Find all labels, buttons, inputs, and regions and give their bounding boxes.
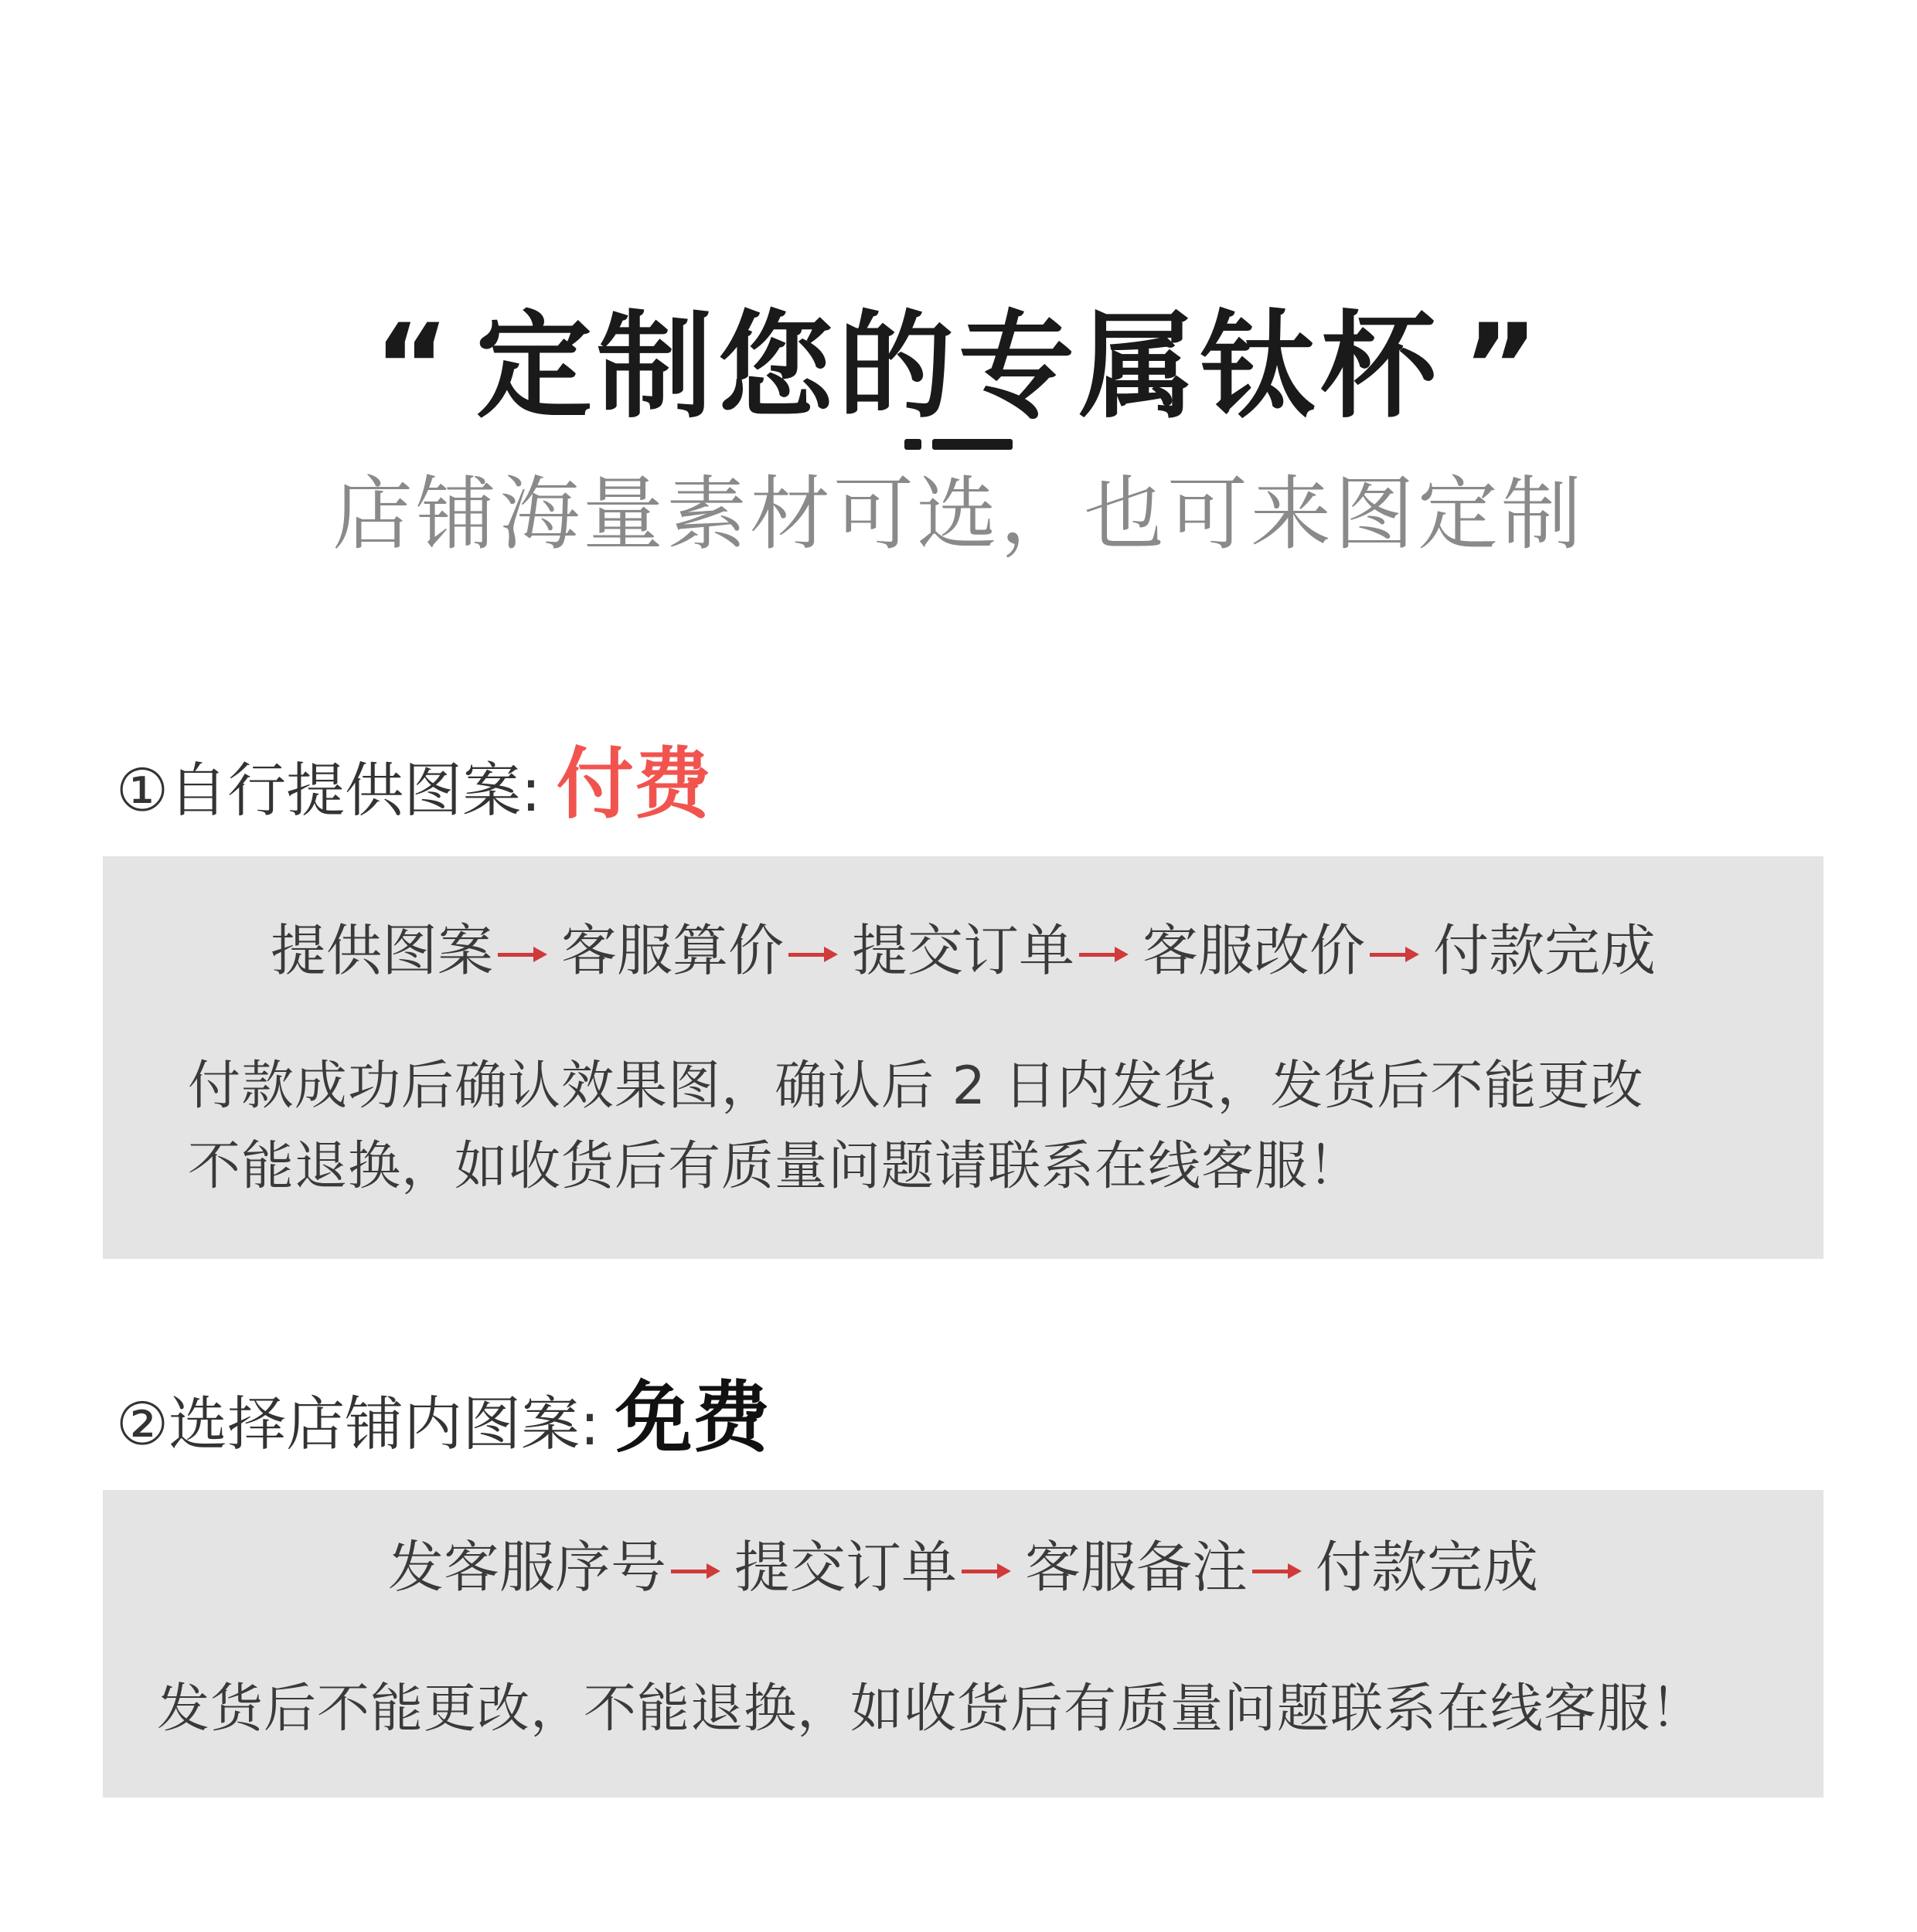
arrow-right-icon bbox=[962, 1563, 1011, 1579]
arrow-right-icon bbox=[1079, 947, 1129, 962]
flow-step: 发客服序号 bbox=[387, 1535, 666, 1600]
section-label: ②选择店铺内图案: bbox=[116, 1389, 600, 1458]
flow-step: 提供图案 bbox=[270, 918, 493, 983]
flow-step: 付款完成 bbox=[1316, 1535, 1539, 1600]
flow-step: 提交订单 bbox=[851, 918, 1074, 983]
page-title-text: 定制您的专属钛杯 bbox=[475, 300, 1441, 434]
arrow-right-icon bbox=[1252, 1563, 1302, 1579]
flow-step: 付款完成 bbox=[1433, 918, 1657, 983]
page-title bbox=[0, 301, 1917, 433]
underline-dot bbox=[904, 439, 921, 450]
free-tag: 免费 bbox=[615, 1372, 770, 1463]
page-subtitle: 店铺海量素材可选，也可来图定制 bbox=[332, 467, 1585, 561]
process-box-free bbox=[103, 1490, 1823, 1798]
arrow-right-icon bbox=[498, 947, 547, 962]
arrow-right-icon bbox=[671, 1563, 720, 1579]
arrow-right-icon bbox=[1370, 947, 1419, 962]
section-heading-paid bbox=[116, 734, 711, 857]
flow-step: 提交订单 bbox=[734, 1535, 957, 1600]
process-flow bbox=[103, 1529, 1823, 1606]
process-note bbox=[157, 1669, 1704, 1750]
note-line: 不能退换，如收货后有质量问题请联系在线客服！ bbox=[188, 1136, 1362, 1197]
section-label: ①自行提供图案: bbox=[116, 756, 541, 825]
process-box-paid bbox=[103, 856, 1823, 1259]
flow-step: 客服算价 bbox=[560, 918, 784, 983]
flow-step: 客服备注 bbox=[1025, 1535, 1248, 1600]
process-flow bbox=[103, 912, 1823, 989]
paid-tag: 付费 bbox=[556, 739, 711, 829]
arrow-right-icon bbox=[788, 947, 838, 962]
note-line: 发货后不能更改，不能退换，如收货后有质量问题联系在线客服！ bbox=[157, 1679, 1704, 1740]
section-heading-free bbox=[116, 1368, 770, 1491]
process-note bbox=[188, 1046, 1644, 1207]
underline-bar bbox=[932, 439, 1013, 450]
close-quote: ” bbox=[1462, 300, 1544, 434]
note-line: 付款成功后确认效果图，确认后 2 日内发货，发货后不能更改 bbox=[188, 1056, 1644, 1117]
title-underline bbox=[904, 439, 1013, 450]
flow-step: 客服改价 bbox=[1142, 918, 1366, 983]
open-quote: “ bbox=[373, 300, 455, 434]
